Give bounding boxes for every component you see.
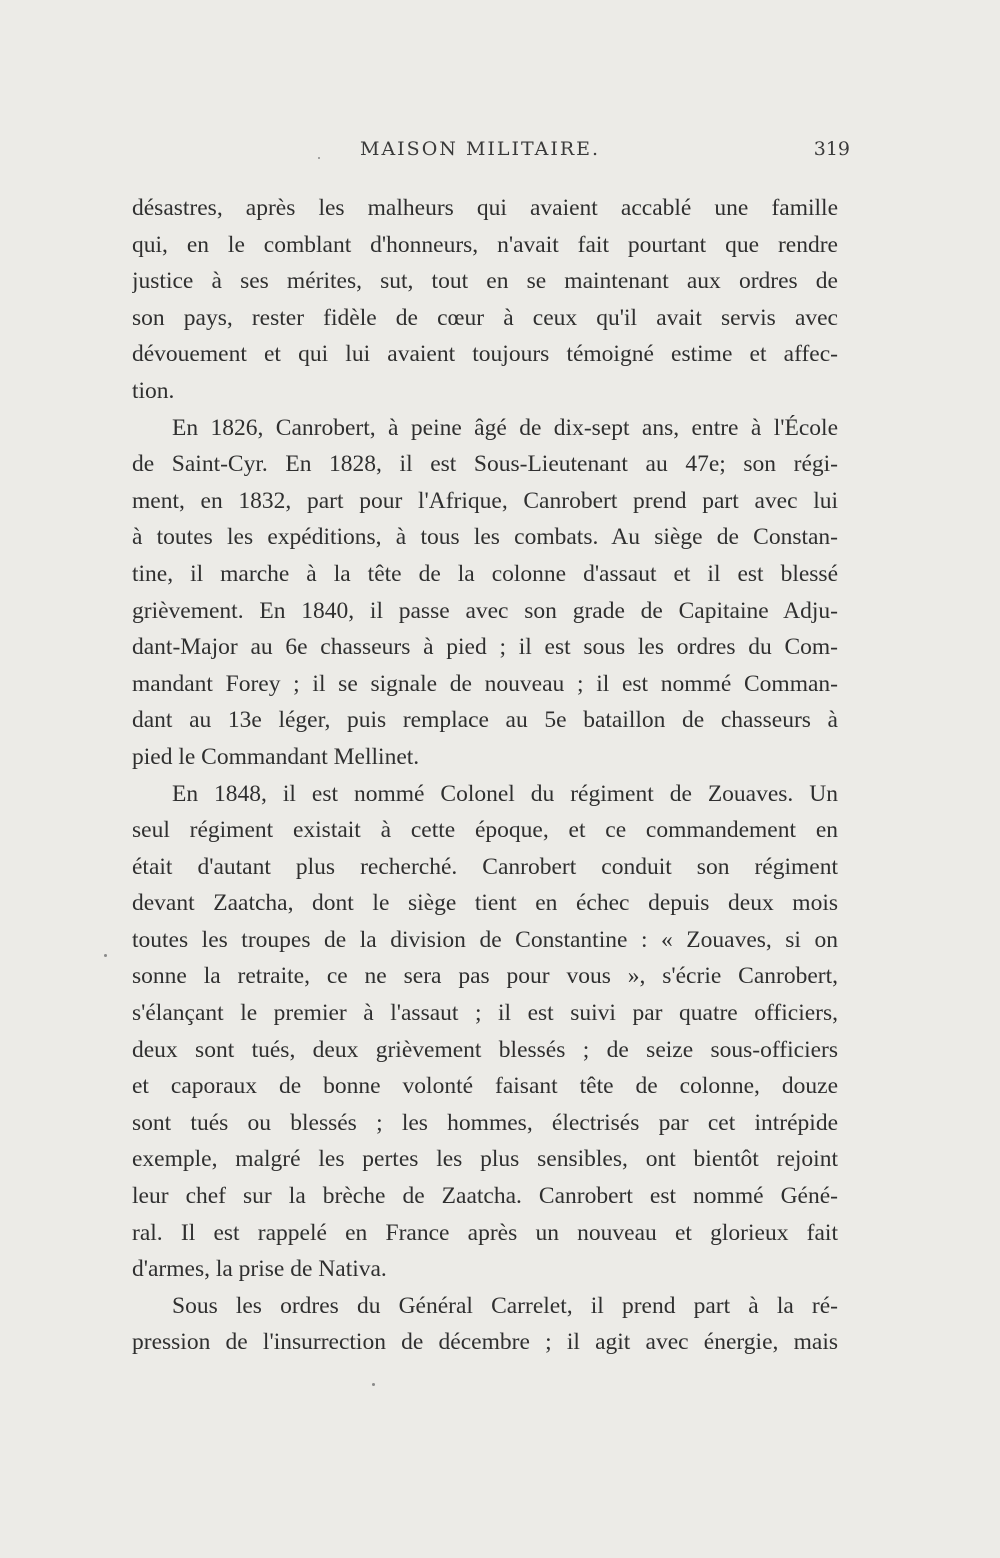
text-line: toutes les troupes de la division de Constantine : « Zouaves, si on: [132, 926, 838, 953]
text-line: et caporaux de bonne volonté faisant tête de colonne, douze: [132, 1073, 838, 1100]
running-head-title: MAISON MILITAIRE.: [360, 138, 601, 160]
paragraph-1: [132, 190, 838, 410]
text-line: sonne la retraite, ce ne sera pas pour vous », s'écrie Canrobert,: [132, 963, 838, 990]
text-line: ral. Il est rappelé en France après un nouveau et glorieux fait: [132, 1219, 838, 1246]
text-line: désastres, après les malheurs qui avaient accablé une famille: [132, 195, 838, 221]
text-line: dévouement et qui lui avaient toujours témoigné estime et affec-: [132, 341, 838, 368]
text-line: En 1848, il est nommé Colonel du régiment de Zouaves. Un: [172, 780, 838, 807]
text-line: de Saint-Cyr. En 1828, il est Sous-Lieutenant au 47e; son régi-: [132, 451, 838, 478]
text-line: tine, il marche à la tête de la colonne d'assaut et il est blessé: [132, 560, 838, 587]
text-line: d'armes, la prise de Nativa.: [132, 1256, 387, 1283]
text-line: dant au 13e léger, puis remplace au 5e bataillon de chasseurs à: [132, 707, 838, 734]
paper-speck: [104, 954, 107, 957]
text-line: grièvement. En 1840, il passe avec son grade de Capitaine Adju-: [132, 597, 838, 624]
body-text: [132, 190, 838, 1361]
text-line: seul régiment existait à cette époque, et ce commandement en: [132, 817, 838, 844]
paragraph-2: [132, 410, 838, 776]
running-head: [130, 138, 850, 168]
text-line: son pays, rester fidèle de cœur à ceux qu'il avait servis avec: [132, 304, 838, 331]
text-line: qui, en le comblant d'honneurs, n'avait fait pourtant que rendre: [132, 231, 838, 258]
text-line: leur chef sur la brèche de Zaatcha. Canrobert est nommé Géné-: [132, 1183, 838, 1210]
text-line: s'élançant le premier à l'assaut ; il est suivi par quatre officiers,: [132, 1000, 838, 1027]
page-number: 319: [813, 138, 850, 160]
text-line: était d'autant plus recherché. Canrobert conduit son régiment: [132, 853, 838, 880]
text-line: mandant Forey ; il se signale de nouveau ; il est nommé Comman-: [132, 670, 838, 697]
text-line: deux sont tués, deux grièvement blessés ; de seize sous-officiers: [132, 1036, 838, 1063]
text-line: pied le Commandant Mellinet.: [132, 743, 420, 770]
paragraph-3: [132, 776, 838, 1288]
text-line: tion.: [132, 377, 175, 404]
text-line: pression de l'insurrection de décembre ; il agit avec énergie, mais: [132, 1329, 838, 1356]
text-line: justice à ses mérites, sut, tout en se maintenant aux ordres de: [132, 268, 838, 295]
text-line: ment, en 1832, part pour l'Afrique, Canrobert prend part avec lui: [132, 487, 838, 514]
text-line: dant-Major au 6e chasseurs à pied ; il est sous les ordres du Com-: [132, 634, 838, 661]
text-line: exemple, malgré les pertes les plus sensibles, ont bientôt rejoint: [132, 1146, 838, 1173]
paragraph-4: [132, 1288, 838, 1361]
text-line: Sous les ordres du Général Carrelet, il prend part à la ré-: [172, 1292, 838, 1319]
paper-speck: [318, 157, 320, 159]
text-line: sont tués ou blessés ; les hommes, électrisés par cet intrépide: [132, 1109, 838, 1136]
paper-speck: [372, 1383, 375, 1386]
text-line: à toutes les expéditions, à tous les combats. Au siège de Constan-: [132, 524, 838, 551]
text-line: devant Zaatcha, dont le siège tient en échec depuis deux mois: [132, 890, 838, 917]
text-line: En 1826, Canrobert, à peine âgé de dix-sept ans, entre à l'École: [172, 414, 838, 441]
